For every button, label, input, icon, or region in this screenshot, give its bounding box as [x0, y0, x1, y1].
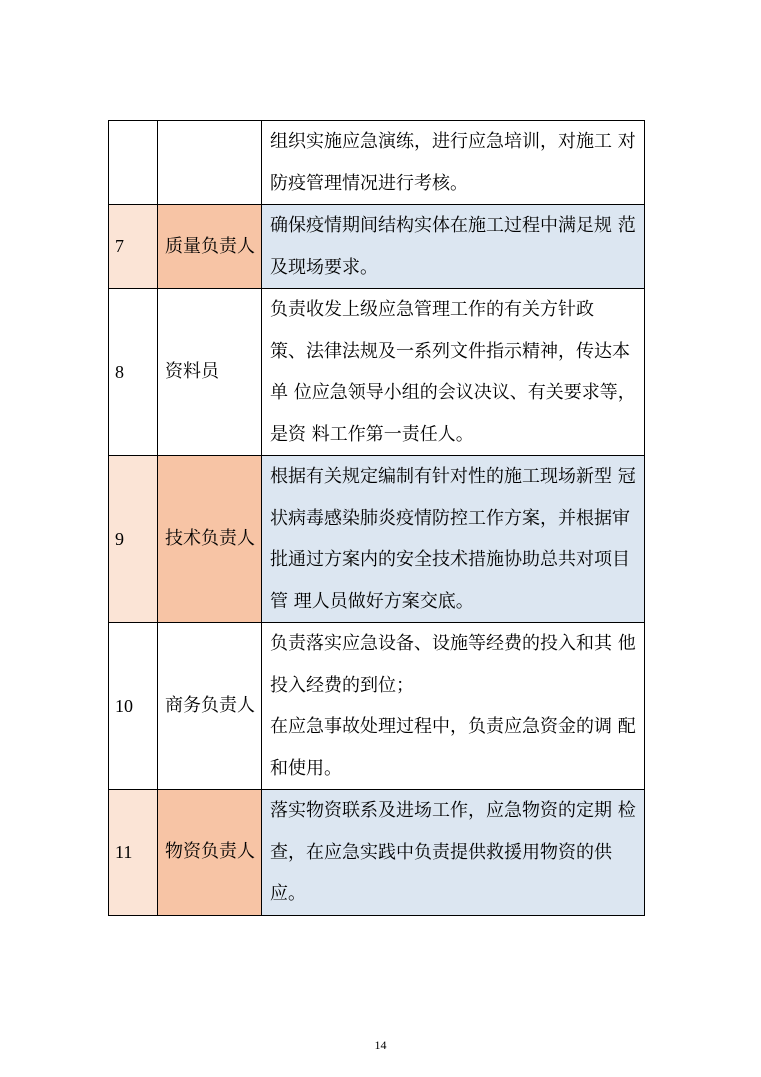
duty-line: 是资 料工作第一责任人。: [270, 423, 474, 445]
duty-line: 在应急事故处理过程中，负责应急资金的调 配: [270, 716, 636, 737]
table-row: [109, 121, 645, 205]
duty-line: 根据有关规定编制有针对性的施工现场新型 冠: [270, 466, 636, 487]
duty-line: 状病毒感染肺炎疫情防控工作方案，并根据审: [270, 507, 630, 529]
duty-table-body: [109, 121, 645, 916]
duty-description-cell: [262, 623, 645, 790]
row-number-cell: 7: [109, 205, 158, 289]
duty-line: 组织实施应急演练，进行应急培训，对施工 对: [270, 131, 636, 152]
duty-line: 应。: [270, 883, 306, 904]
role-cell: [158, 121, 262, 205]
role-cell: 技术负责人: [158, 456, 262, 623]
page-number: 14: [374, 1038, 387, 1052]
role-cell: 资料员: [158, 289, 262, 456]
row-number-cell: [109, 121, 158, 205]
duty-line: 单 位应急领导小组的会议决议、有关要求等，: [270, 382, 636, 403]
table-row: [109, 205, 645, 289]
row-number-cell: 8: [109, 289, 158, 456]
duty-description-cell: [262, 456, 645, 623]
role-cell: 商务负责人: [158, 623, 262, 790]
duty-table: [108, 120, 645, 916]
table-row: [109, 790, 645, 916]
role-cell: 质量负责人: [158, 205, 262, 289]
duty-line: 和使用。: [270, 757, 342, 779]
duty-line: 查，在应急实践中负责提供救援用物资的供: [270, 841, 612, 863]
table-row: [109, 623, 645, 790]
duty-description-cell: [262, 205, 645, 289]
table-row: [109, 456, 645, 623]
duty-line: 管 理人员做好方案交底。: [270, 590, 474, 612]
duty-line: 确保疫情期间结构实体在施工过程中满足规 范: [270, 215, 636, 236]
duty-line: 批通过方案内的安全技术措施协助总共对项目: [270, 549, 630, 570]
duty-description-cell: [262, 289, 645, 456]
row-number-cell: 10: [109, 623, 158, 790]
duty-description-cell: [262, 121, 645, 205]
duty-line: 及现场要求。: [270, 256, 378, 278]
role-cell: 物资负责人: [158, 790, 262, 916]
duty-line: 负责落实应急设备、设施等经费的投入和其 他: [270, 633, 636, 654]
duty-line: 负责收发上级应急管理工作的有关方针政: [270, 299, 594, 320]
duty-description-cell: [262, 790, 645, 916]
duty-line: 落实物资联系及进场工作，应急物资的定期 检: [270, 800, 636, 821]
duty-line: 投入经费的到位；: [270, 674, 414, 696]
duty-line: 策、法律法规及一系列文件指示精神，传达本: [270, 340, 630, 362]
duty-line: 防疫管理情况进行考核。: [270, 172, 468, 194]
row-number-cell: 9: [109, 456, 158, 623]
table-row: [109, 289, 645, 456]
row-number-cell: 11: [109, 790, 158, 916]
